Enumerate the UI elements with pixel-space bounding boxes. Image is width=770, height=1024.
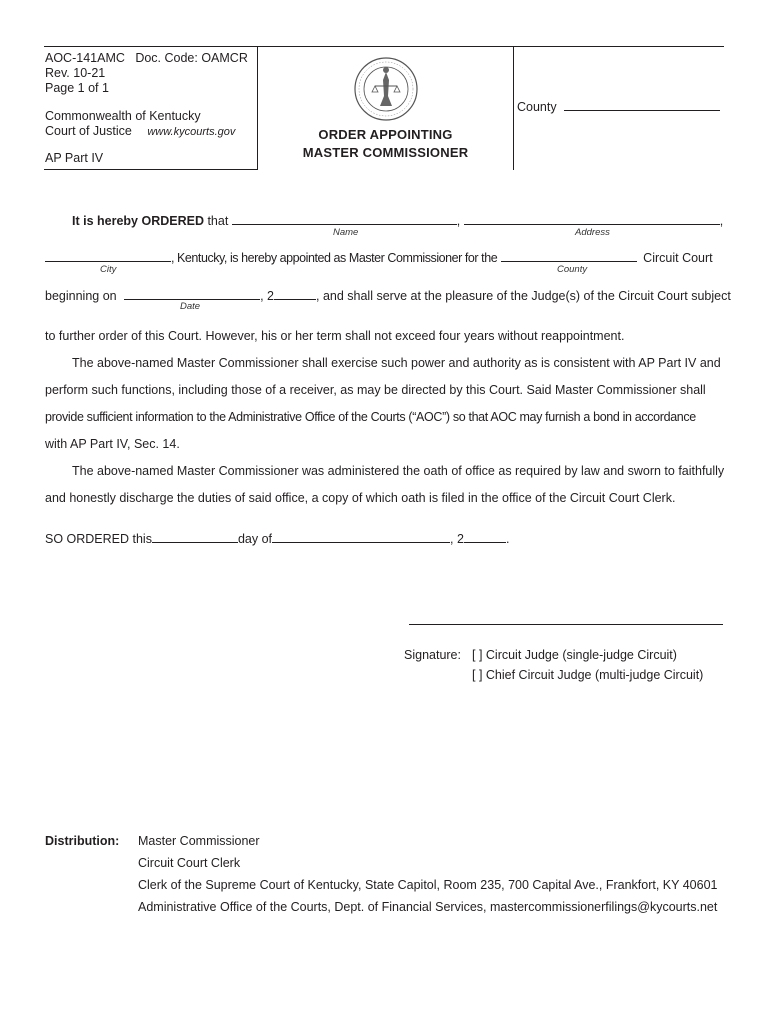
court-line [45, 124, 235, 138]
so-ordered-line [45, 530, 509, 546]
distribution-label: Distribution: [45, 834, 120, 848]
signature-option-circuit-judge[interactable]: [ ] Circuit Judge (single-judge Circuit) [472, 648, 677, 662]
form-title-line2: MASTER COMMISSIONER [302, 145, 469, 160]
beginning-on: beginning on [45, 289, 117, 303]
form-title-line1: ORDER APPOINTING [318, 127, 453, 142]
term-line: to further order of this Court. However, his or her term shall not exceed four years without reappointment. [45, 329, 625, 343]
para2-line4: with AP Part IV, Sec. 14. [45, 437, 180, 451]
address-blank[interactable] [464, 212, 720, 225]
address-caption: Address [575, 227, 610, 238]
signature-line[interactable] [409, 624, 723, 625]
line3-end: , and shall serve at the pleasure of the Judge(s) of the Circuit Court subject [316, 289, 731, 303]
page-number: Page 1 of 1 [45, 81, 109, 95]
county-blank[interactable] [564, 98, 720, 111]
distribution-item: Master Commissioner [138, 834, 260, 848]
day-of-label: day of [237, 532, 273, 546]
para2-line1: The above-named Master Commissioner shall exercise such power and authority as is consistent with AP Part IV and [72, 356, 721, 370]
kentucky-seal-icon [353, 56, 419, 122]
form-id: AOC-141AMC [45, 51, 125, 65]
line2-text: , Kentucky, is hereby appointed as Master Commissioner for the [171, 251, 498, 265]
year-prefix: , 2 [450, 532, 464, 546]
month-blank[interactable] [272, 530, 450, 543]
para3-line2: and honestly discharge the duties of said office, a copy of which oath is filed in the office of the Circuit Court Clerk. [45, 491, 676, 505]
line3-year: , 2 [260, 289, 274, 303]
distribution-item: Circuit Court Clerk [138, 856, 241, 870]
line2-end: Circuit Court [643, 251, 713, 265]
order-line-3 [45, 287, 731, 303]
order-line-2 [45, 249, 713, 265]
county-field[interactable] [517, 98, 720, 114]
header-top-rule [44, 46, 724, 47]
signature-option-chief-judge[interactable]: [ ] Chief Circuit Judge (multi-judge Circuit) [472, 668, 704, 682]
date-caption: Date [180, 301, 201, 312]
distribution-item: Administrative Office of the Courts, Dept. of Financial Services, mastercommissionerfilings@kycourts.net [138, 900, 718, 914]
commonwealth: Commonwealth of Kentucky [45, 109, 201, 123]
form-id-line [45, 51, 248, 65]
distribution-item: Clerk of the Supreme Court of Kentucky, State Capitol, Room 235, 700 Capital Ave., Frankfort, KY 40601 [138, 878, 718, 892]
order-year-blank[interactable] [464, 530, 506, 543]
header-bottom-rule [44, 169, 257, 170]
city-caption: City [100, 264, 117, 275]
para2-line3: provide sufficient information to the Administrative Office of the Courts (“AOC”) so that AOC may furnish a bond in accordance [45, 410, 696, 424]
county-label: County [517, 100, 557, 114]
doc-code: Doc. Code: OAMCR [135, 51, 248, 65]
county-caption: County [557, 264, 588, 275]
header-divider-right [513, 46, 514, 170]
day-blank[interactable] [152, 530, 238, 543]
ordered-lead: It is hereby ORDERED [72, 214, 204, 228]
city-blank[interactable] [45, 249, 171, 262]
court-name: Court of Justice [45, 124, 132, 138]
para2-line2: perform such functions, including those of a receiver, as may be directed by this Court. Said Master Commissioner shall [45, 383, 706, 397]
period: . [505, 532, 510, 546]
order-line-1: It is hereby ORDERED that , , [72, 214, 724, 228]
ap-part: AP Part IV [45, 151, 104, 165]
year-blank[interactable] [274, 287, 316, 300]
name-blank[interactable] [232, 212, 457, 225]
date-blank[interactable] [124, 287, 260, 300]
so-ordered-label: SO ORDERED this [45, 532, 152, 546]
signature-label: Signature: [404, 648, 461, 662]
revision: Rev. 10-21 [45, 66, 106, 80]
circuit-county-blank[interactable] [501, 249, 637, 262]
name-caption: Name [333, 227, 359, 238]
para3-line1: The above-named Master Commissioner was administered the oath of office as required by law and sworn to faithfully [72, 464, 725, 478]
website: www.kycourts.gov [147, 126, 236, 138]
ordered-that: that [203, 214, 229, 228]
